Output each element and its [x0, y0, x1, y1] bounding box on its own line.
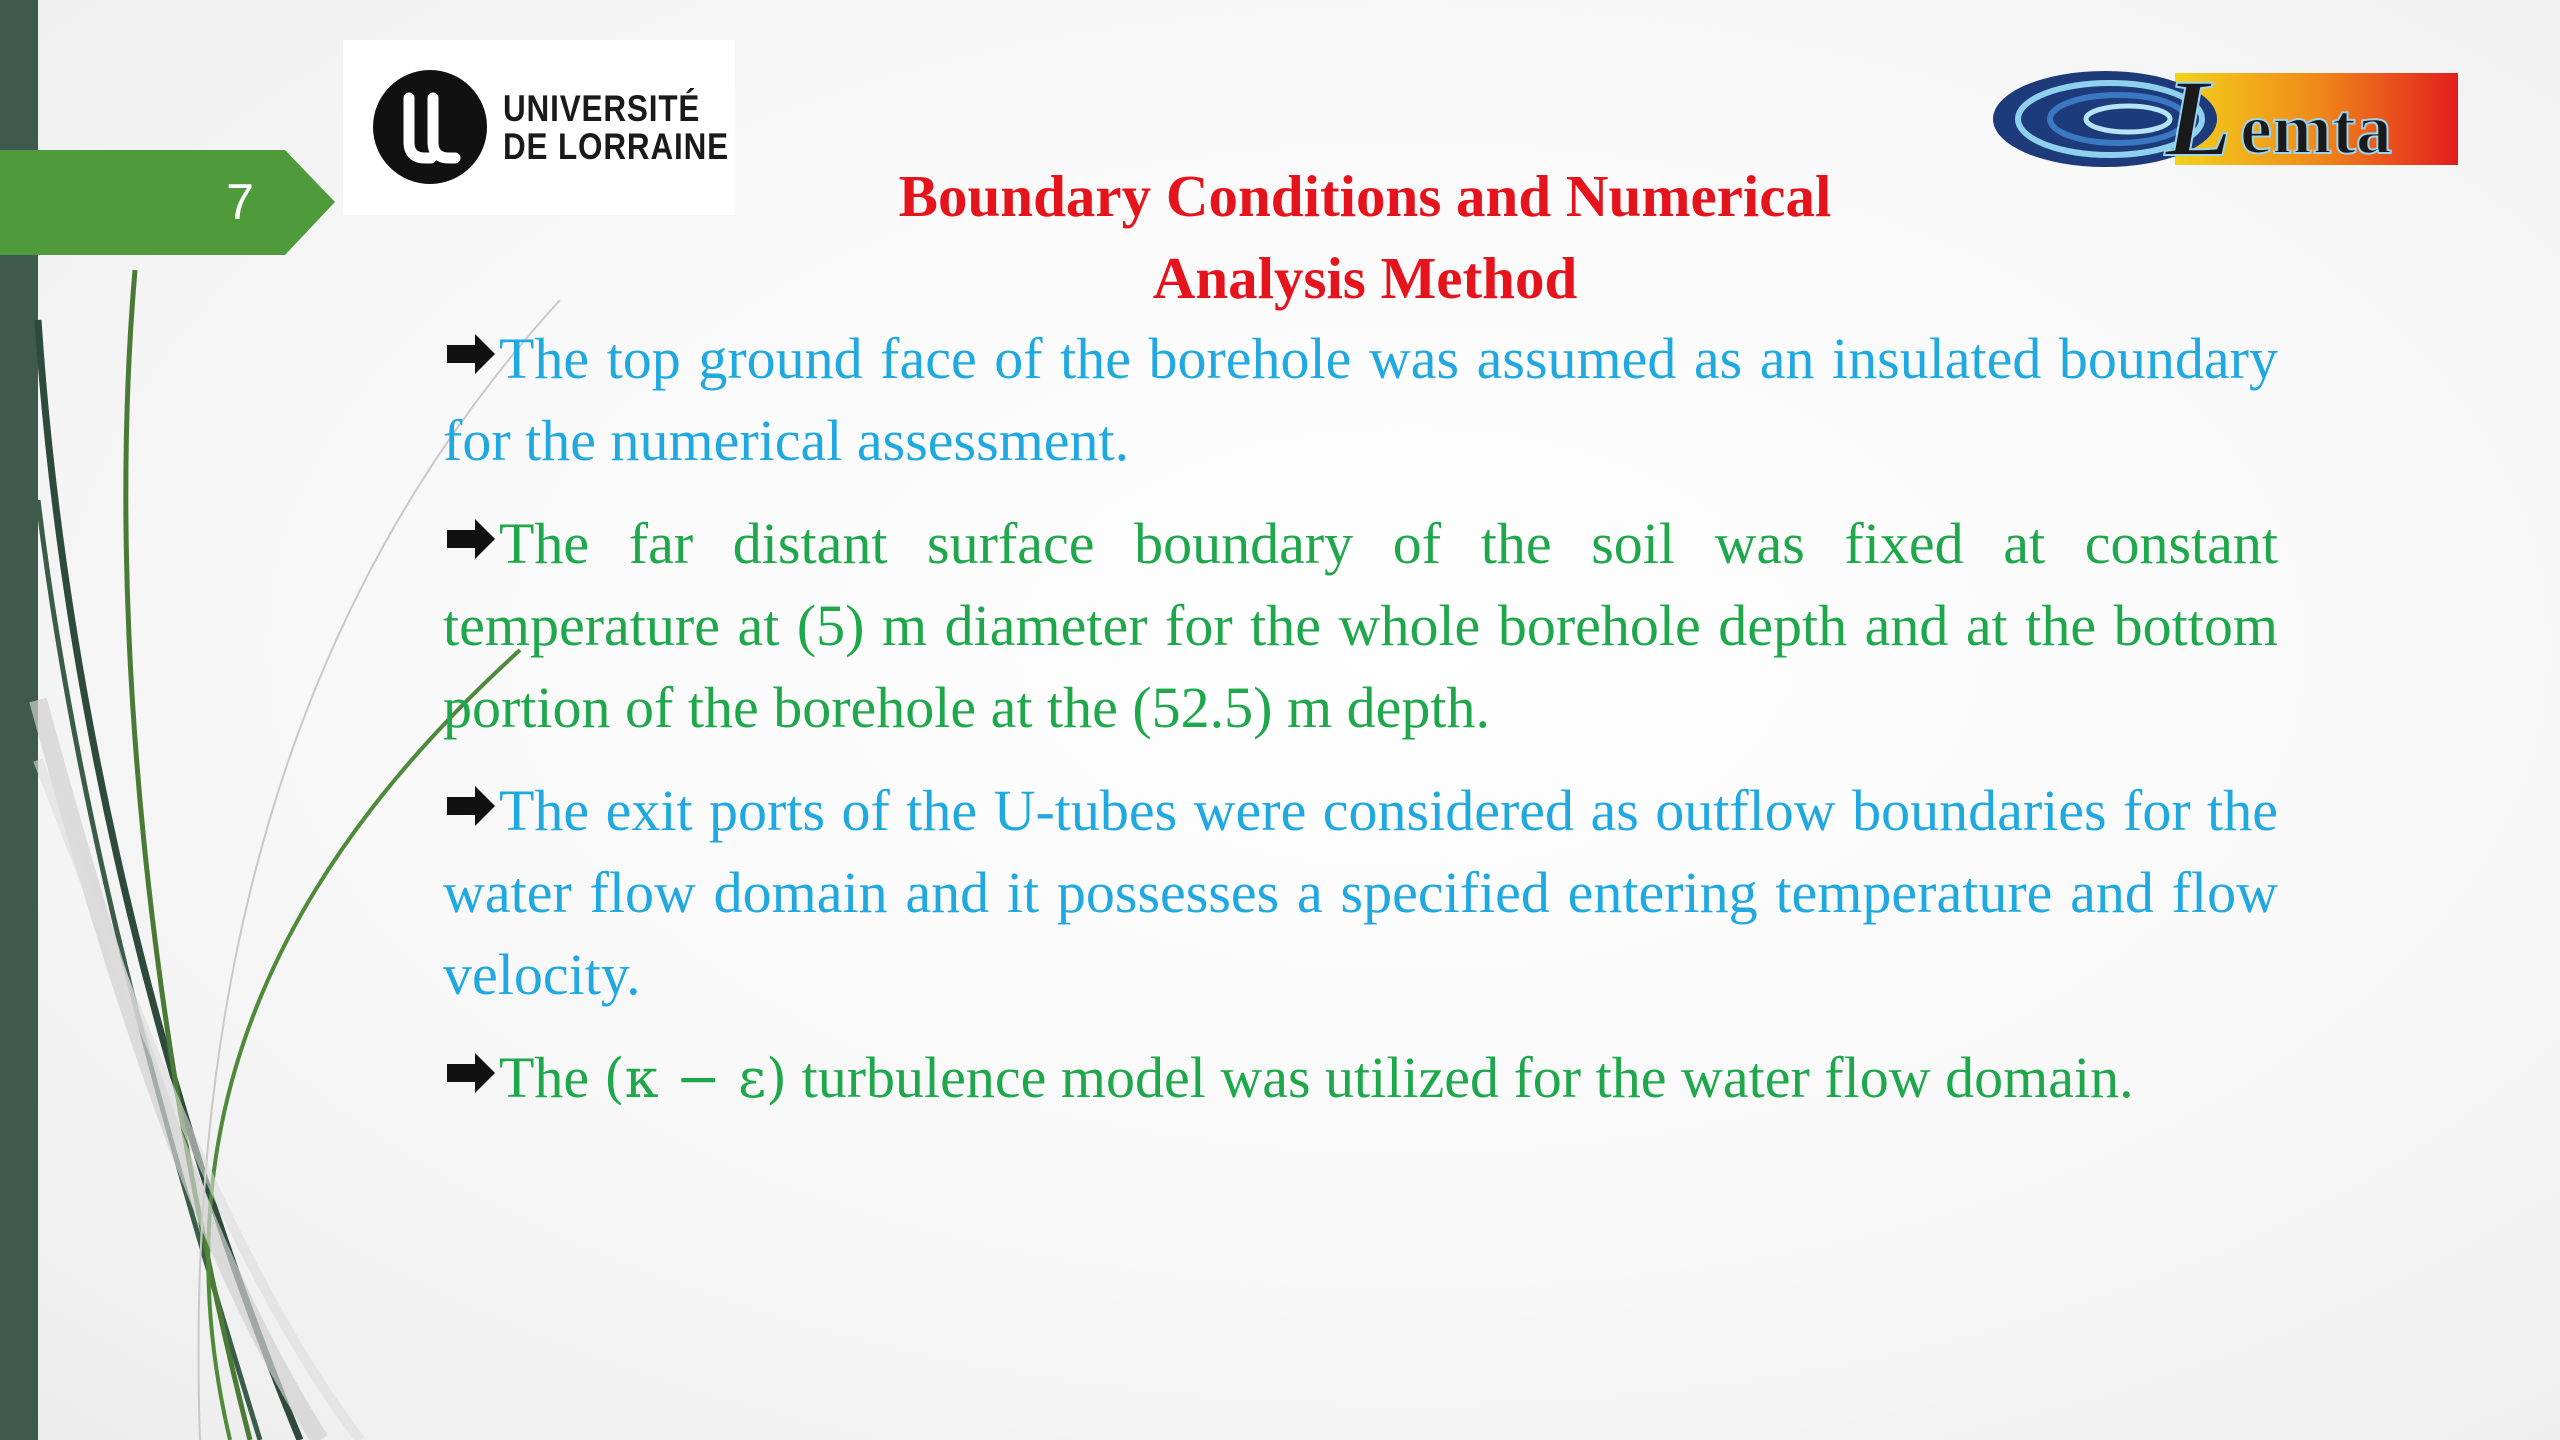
bullet-item: [443, 1037, 2278, 1120]
arrow-bullet-icon: [443, 322, 499, 382]
slide-number-tab: [0, 150, 335, 255]
arrow-bullet-icon: [443, 774, 499, 834]
turbulence-model-formula: (κ − ε): [603, 1047, 788, 1110]
bullet-item: [443, 503, 2278, 749]
slide-number: 7: [226, 174, 254, 230]
bullet-text: The exit ports of the U-tubes were considered as outflow boundaries for the water flow domain and it possesses a specified entering temperature and flow velocity.: [443, 778, 2278, 1007]
bullet-text: The top ground face of the borehole was assumed as an insulated boundary for the numerical assessment.: [443, 326, 2278, 473]
university-name: UNIVERSITÉ DE LORRAINE: [503, 88, 730, 167]
university-logo: [343, 40, 735, 215]
bullet-text: The far distant surface boundary of the soil was fixed at constant temperature at (5) m diameter for the whole borehole depth and at the bottom portion of the borehole at the (52.5) m depth.: [443, 511, 2278, 740]
bullet-item: [443, 770, 2278, 1016]
university-logo-icon: [373, 70, 488, 185]
lemta-logo-text: emta: [2240, 89, 2392, 169]
bullet-item: [443, 318, 2278, 482]
slide-title-line-1: Boundary Conditions and Numerical: [898, 163, 1832, 229]
arrow-bullet-icon: [443, 1041, 499, 1101]
bullet-text-before-math: The: [499, 1045, 604, 1110]
bullet-text-after-math: turbulence model was utilized for the water flow domain.: [787, 1045, 2134, 1110]
slide-title-line-2: Analysis Method: [1152, 245, 1578, 311]
slide-title: [740, 155, 1990, 319]
slide-content: [443, 318, 2278, 1141]
lemta-logo-icon: [1990, 55, 2460, 175]
arrow-bullet-icon: [443, 507, 499, 567]
lemta-logo-letter: L: [2165, 57, 2233, 175]
